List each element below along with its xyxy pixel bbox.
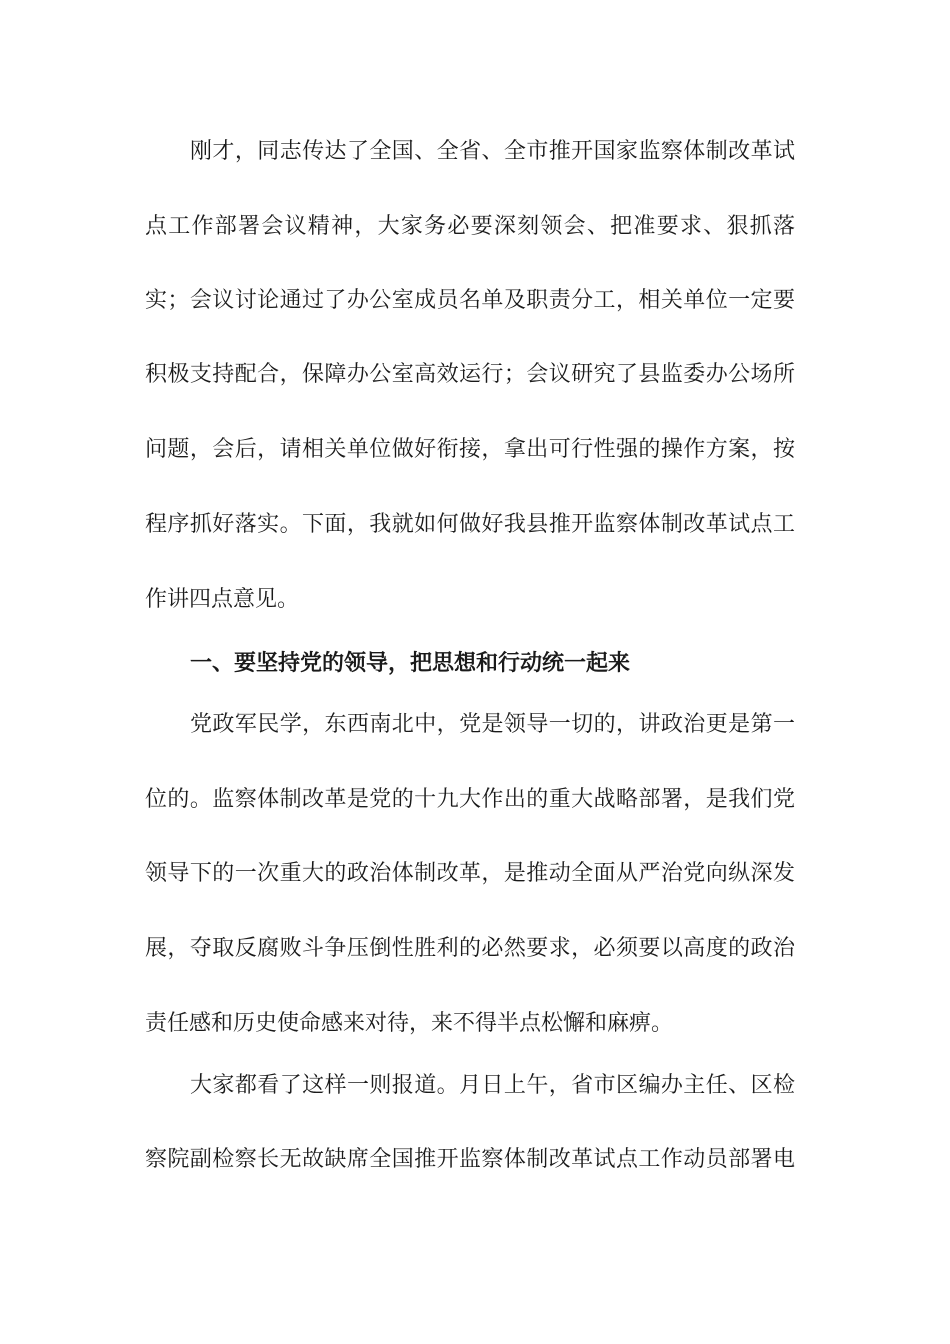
paragraph-2-line-2: 位的。监察体制改革是党的十九大作出的重大战略部署，是我们党 xyxy=(145,787,795,812)
paragraph-1-line-2: 点工作部署会议精神，大家务必要深刻领会、把准要求、狠抓落 xyxy=(145,214,795,239)
paragraph-3-line-2: 察院副检察长无故缺席全国推开监察体制改革试点工作动员部署电 xyxy=(145,1147,795,1172)
section-heading: 一、要坚持党的领导，把思想和行动统一起来 xyxy=(190,650,631,676)
paragraph-2-line-1: 党政军民学，东西南北中，党是领导一切的，讲政治更是第一 xyxy=(190,712,795,737)
paragraph-1-line-5: 问题，会后，请相关单位做好衔接，拿出可行性强的操作方案，按 xyxy=(145,437,795,462)
paragraph-1-line-7: 作讲四点意见。 xyxy=(145,587,300,612)
paragraph-1-line-3: 实；会议讨论通过了办公室成员名单及职责分工，相关单位一定要 xyxy=(145,288,795,313)
paragraph-2-line-4: 展，夺取反腐败斗争压倒性胜利的必然要求，必须要以高度的政治 xyxy=(145,936,795,961)
paragraph-1-line-4: 积极支持配合，保障办公室高效运行；会议研究了县监委办公场所 xyxy=(145,362,795,387)
paragraph-2-line-3: 领导下的一次重大的政治体制改革，是推动全面从严治党向纵深发 xyxy=(145,861,795,886)
paragraph-2-line-5: 责任感和历史使命感来对待，来不得半点松懈和麻痹。 xyxy=(145,1011,674,1036)
paragraph-1-line-1: 刚才，同志传达了全国、全省、全市推开国家监察体制改革试 xyxy=(190,139,795,164)
paragraph-1-line-6: 程序抓好落实。下面，我就如何做好我县推开监察体制改革试点工 xyxy=(145,512,795,537)
paragraph-3-line-1: 大家都看了这样一则报道。月日上午，省市区编办主任、区检 xyxy=(190,1073,795,1098)
